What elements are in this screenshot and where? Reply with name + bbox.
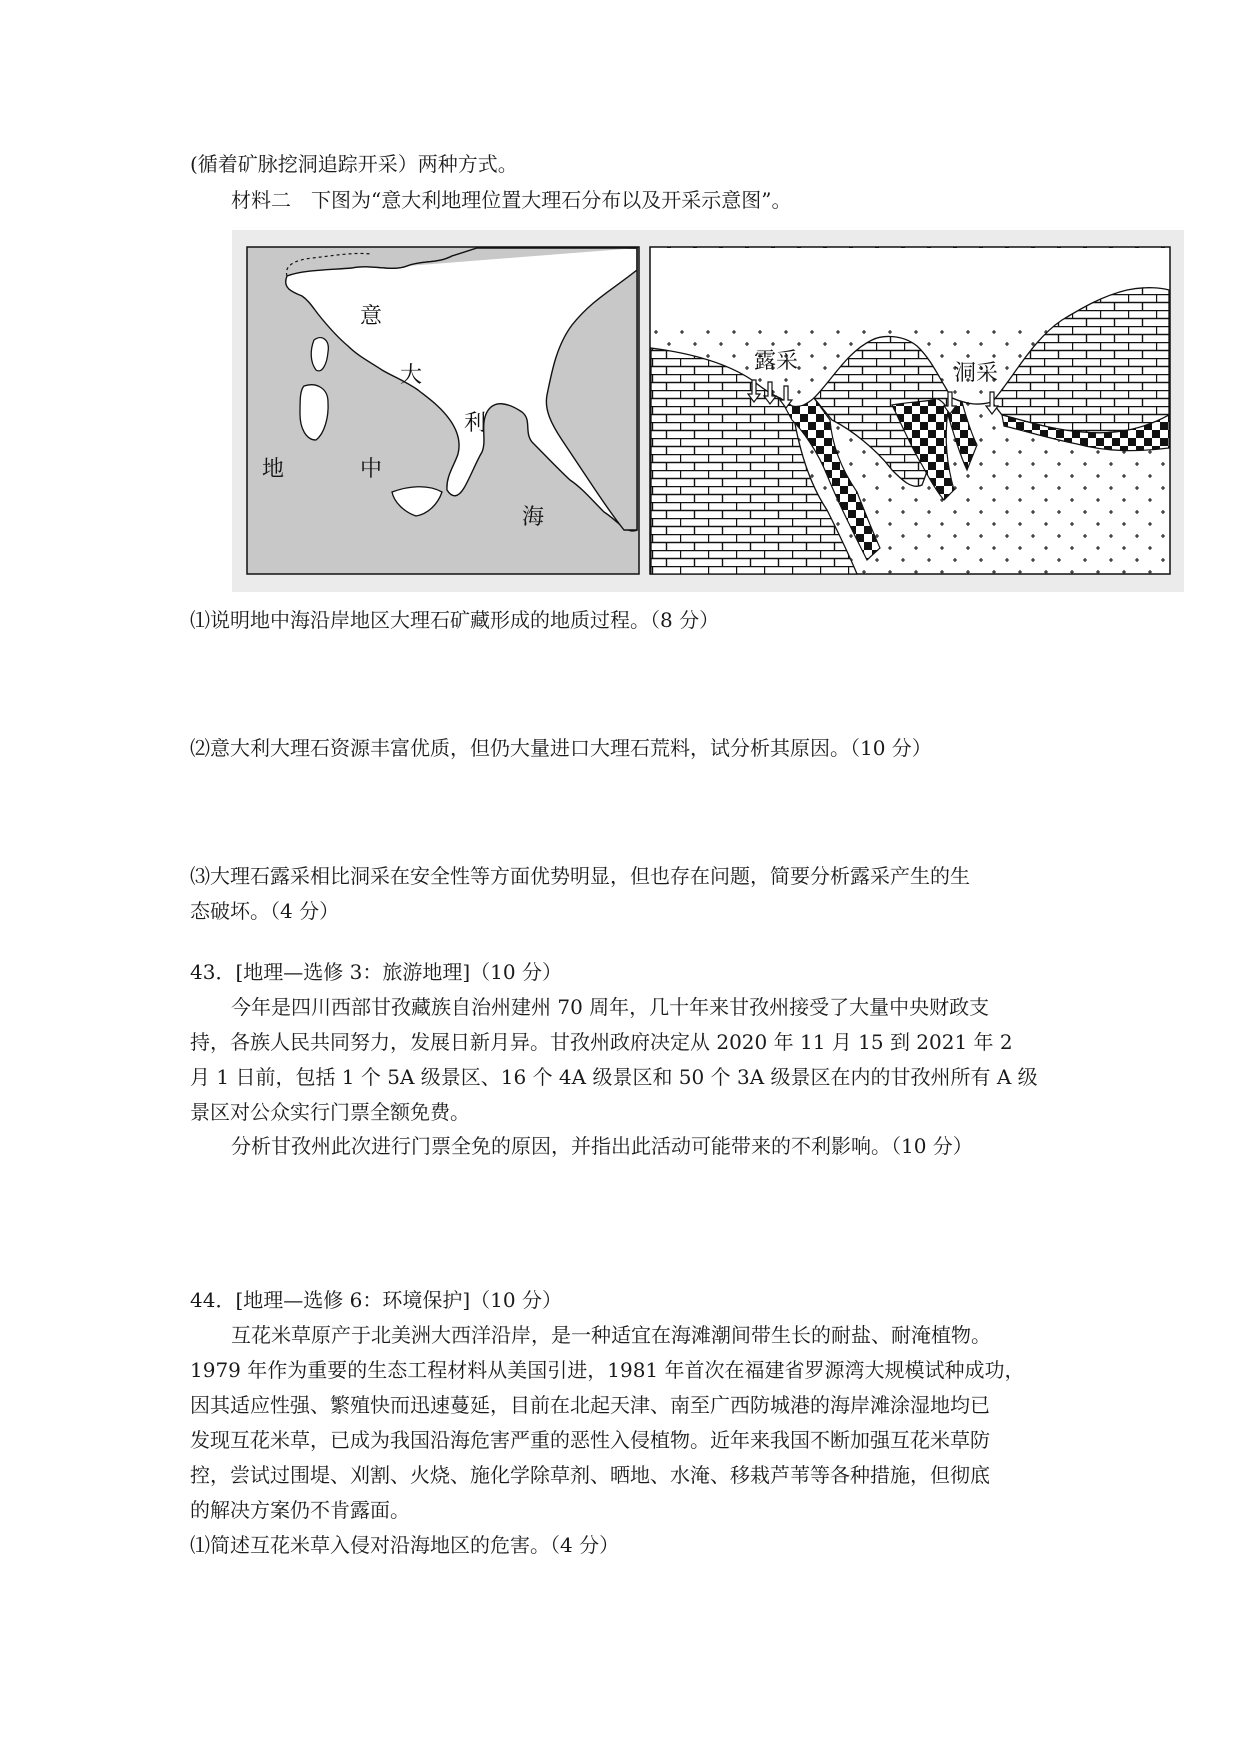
para-43-line-2: 持，各族人民共同努力，发展日新月异。甘孜州政府决定从 2020 年 11 月 15 到 2021 年 2: [190, 1030, 1013, 1054]
para-43-line-4: 景区对公众实行门票全额免费。: [190, 1100, 470, 1124]
tunnel-label: 洞采: [954, 361, 999, 386]
question-3-line-2: 态破坏。（4 分）: [190, 899, 340, 923]
para-43-line-1: 今年是四川西部甘孜藏族自治州建州 70 周年，几十年来甘孜州接受了大量中央财政支: [231, 995, 990, 1019]
map-label-yi: 意: [360, 304, 383, 329]
map-label-hai: 海: [522, 505, 545, 530]
para-43-line-3: 月 1 日前，包括 1 个 5A 级景区、16 个 4A 级景区和 50 个 3A 级景区在内的甘孜州所有 A 级: [190, 1065, 1038, 1089]
question-3-line-1: ⑶大理石露采相比洞采在安全性等方面优势明显，但也存在问题，简要分析露采产生的生: [190, 864, 970, 888]
question-44-1: ⑴简述互花米草入侵对沿海地区的危害。（4 分）: [190, 1533, 620, 1557]
text-line-1: (循着矿脉挖洞追踪开采）两种方式。: [190, 152, 518, 176]
figure-italy-marble: [232, 230, 1184, 592]
para-43-task: 分析甘孜州此次进行门票全免的原因，并指出此活动可能带来的不利影响。（10 分）: [231, 1134, 973, 1158]
material-two-caption: 材料二 下图为“意大利地理位置大理石分布以及开采示意图”。: [231, 188, 792, 212]
question-2: ⑵意大利大理石资源丰富优质，但仍大量进口大理石荒料，试分析其原因。（10 分）: [190, 736, 932, 760]
para-44-line-2: 1979 年作为重要的生态工程材料从美国引进，1981 年首次在福建省罗源湾大规模试种成功，: [190, 1358, 1025, 1382]
para-44-line-4: 发现互花米草，已成为我国沿海危害严重的恶性入侵植物。近年来我国不断加强互花米草防: [190, 1428, 990, 1452]
para-44-line-1: 互花米草原产于北美洲大西洋沿岸，是一种适宜在海滩潮间带生长的耐盐、耐淹植物。: [231, 1323, 991, 1347]
open-pit-label: 露采: [754, 349, 799, 374]
question-1: ⑴说明地中海沿岸地区大理石矿藏形成的地质过程。（8 分）: [190, 608, 720, 632]
heading-44: 44．[地理—选修 6：环境保护]（10 分）: [190, 1288, 562, 1312]
heading-43: 43．[地理—选修 3：旅游地理]（10 分）: [190, 960, 562, 984]
map-label-zhong: 中: [360, 457, 383, 482]
map-label-li: 利: [464, 411, 487, 436]
para-44-line-6: 的解决方案仍不肯露面。: [190, 1498, 410, 1522]
map-label-di: 地: [262, 457, 285, 482]
para-44-line-3: 因其适应性强、繁殖快而迅速蔓延，目前在北起天津、南至广西防城港的海岸滩涂湿地均已: [190, 1393, 990, 1417]
figure-svg: [232, 230, 1184, 592]
para-44-line-5: 控，尝试过围堤、刈割、火烧、施化学除草剂、晒地、水淹、移栽芦苇等各种措施，但彻底: [190, 1463, 990, 1487]
marble-section: [650, 247, 1170, 574]
map-label-da: 大: [400, 363, 423, 388]
italy-map: [247, 247, 639, 574]
